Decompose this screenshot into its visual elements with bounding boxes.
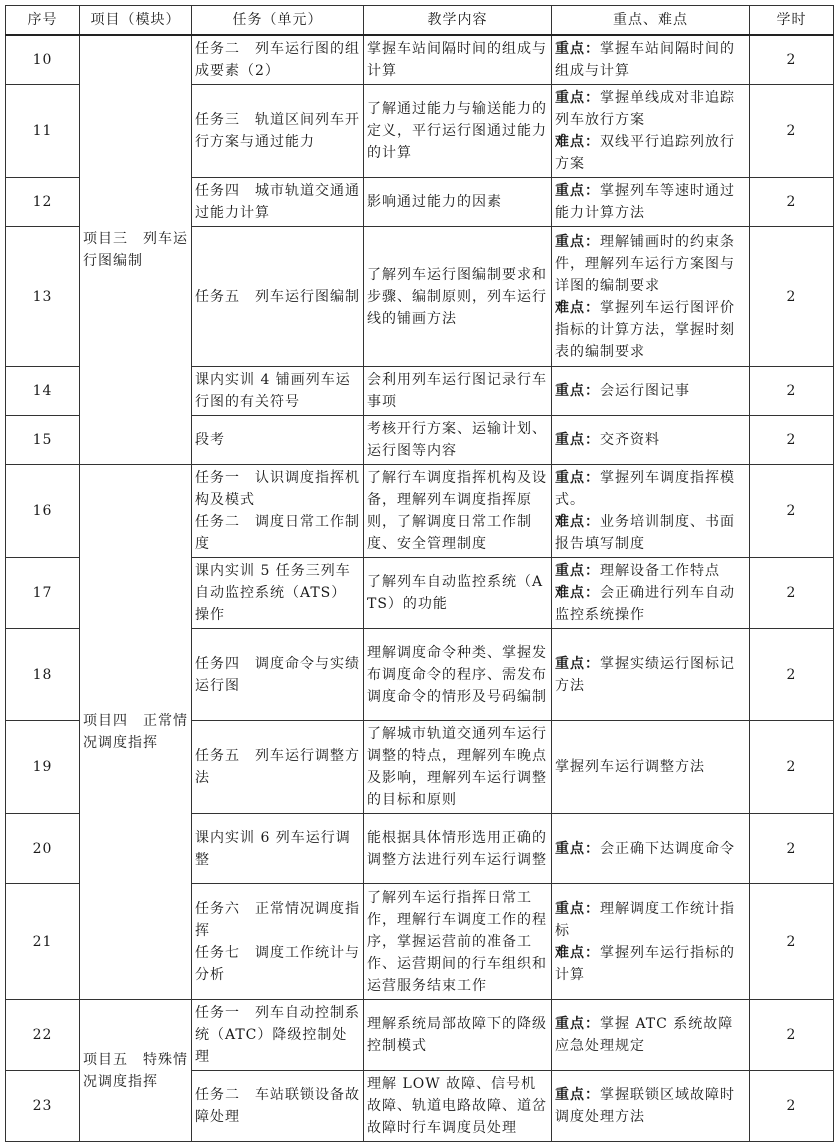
project-cell: 项目三 列车运行图编制 (80, 35, 192, 465)
task-line: 任务六 正常情况调度指挥 (195, 900, 360, 939)
col-header-hours: 学时 (750, 6, 834, 36)
key-points-cell (552, 629, 750, 721)
content-cell: 能根据具体情形选用正确的调整方法进行列车运行调整 (364, 814, 552, 884)
key-text: 掌握实绩运行图标记方法 (555, 655, 735, 694)
content-cell: 了解列车运行图编制要求和步骤、编制原则，列车运行线的铺画方法 (364, 227, 552, 367)
hours-cell: 2 (750, 227, 834, 367)
content-cell: 理解系统局部故障下的降级控制模式 (364, 1000, 552, 1071)
key-text: 交齐资料 (600, 432, 660, 448)
difficulty-text: 业务培训制度、书面报告填写制度 (555, 514, 735, 552)
key-text: 掌握 ATC 系统故障应急处理规定 (555, 1016, 734, 1054)
key-points-cell (552, 884, 750, 1000)
hours-cell: 2 (750, 85, 834, 178)
content-cell: 考核开行方案、运输计划、运行图等内容 (364, 416, 552, 465)
key-text: 理解设备工作特点 (600, 563, 720, 579)
hours-cell: 2 (750, 416, 834, 465)
course-schedule-table (5, 5, 834, 1142)
key-label: 重点： (555, 563, 600, 579)
task-cell: 课内实训 4 铺画列车运行图的有关符号 (192, 367, 364, 416)
key-points-cell (552, 227, 750, 367)
hours-cell: 2 (750, 1000, 834, 1071)
row-number: 10 (6, 35, 80, 85)
project-cell: 项目五 特殊情况调度指挥 (80, 1000, 192, 1142)
key-points-cell (552, 416, 750, 465)
task-cell: 任务五 列车运行调整方法 (192, 721, 364, 814)
key-label: 重点： (555, 41, 600, 57)
difficulty-label: 难点： (555, 944, 600, 961)
key-points-cell (552, 85, 750, 178)
task-cell: 段考 (192, 416, 364, 465)
key-label: 重点： (555, 233, 600, 250)
task-cell: 任务二 车站联锁设备故障处理 (192, 1071, 364, 1142)
task-cell: 任务一 列车自动控制系统（ATC）降级控制处理 (192, 1000, 364, 1071)
hours-cell: 2 (750, 465, 834, 558)
difficulty-label: 难点： (555, 585, 600, 601)
key-text: 掌握联锁区域故障时调度处理方法 (555, 1087, 735, 1125)
key-text: 掌握车站间隔时间的组成与计算 (555, 41, 735, 79)
row-number: 21 (6, 884, 80, 1000)
key-text: 掌握单线成对非追踪列车放行方案 (555, 90, 735, 128)
task-cell: 任务三 轨道区间列车开行方案与通过能力 (192, 85, 364, 178)
difficulty-label: 难点： (555, 514, 600, 530)
col-header-task: 任务（单元） (192, 6, 364, 36)
key-text: 掌握列车等速时通过能力计算方法 (555, 183, 735, 221)
key-points-cell (552, 367, 750, 416)
task-cell: 任务四 城市轨道交通通过能力计算 (192, 178, 364, 227)
key-text: 理解铺画时的约束条件，理解列车运行方案图与详图的编制要求 (555, 233, 735, 294)
task-cell (192, 884, 364, 1000)
key-label: 重点： (555, 90, 600, 106)
key-points-cell (552, 1071, 750, 1142)
task-line: 任务七 调度工作统计与分析 (195, 944, 360, 983)
hours-cell: 2 (750, 178, 834, 227)
task-line: 任务一 认识调度指挥机构及模式 (195, 470, 360, 508)
key-points-cell (552, 1000, 750, 1071)
difficulty-text: 双线平行追踪列放行方案 (555, 134, 735, 172)
content-cell: 理解调度命令种类、掌握发布调度命令的程序、需发布调度命令的情形及号码编制 (364, 629, 552, 721)
row-number: 14 (6, 367, 80, 416)
content-cell: 了解列车自动监控系统（ATS）的功能 (364, 558, 552, 629)
difficulty-text: 掌握列车运行指标的计算 (555, 944, 735, 983)
row-number: 15 (6, 416, 80, 465)
key-label: 重点： (555, 470, 600, 486)
key-label: 重点： (555, 383, 600, 399)
key-label: 重点： (555, 655, 600, 672)
row-number: 18 (6, 629, 80, 721)
key-text: 掌握列车运行调整方法 (555, 759, 705, 775)
key-points-cell (552, 465, 750, 558)
key-text: 理解调度工作统计指标 (555, 900, 735, 939)
hours-cell: 2 (750, 558, 834, 629)
task-cell: 任务四 调度命令与实绩运行图 (192, 629, 364, 721)
key-points-cell (552, 558, 750, 629)
hours-cell: 2 (750, 629, 834, 721)
difficulty-text: 掌握列车运行图评价指标的计算方法，掌握时刻表的编制要求 (555, 299, 735, 360)
row-number: 23 (6, 1071, 80, 1142)
hours-cell: 2 (750, 814, 834, 884)
content-cell: 影响通过能力的因素 (364, 178, 552, 227)
task-cell: 课内实训 5 任务三列车自动监控系统（ATS）操作 (192, 558, 364, 629)
key-points-cell (552, 814, 750, 884)
row-number: 17 (6, 558, 80, 629)
content-cell: 掌握车站间隔时间的组成与计算 (364, 35, 552, 85)
task-cell (192, 465, 364, 558)
key-points-cell (552, 721, 750, 814)
row-number: 11 (6, 85, 80, 178)
key-points-cell (552, 35, 750, 85)
difficulty-label: 难点： (555, 134, 600, 150)
row-number: 13 (6, 227, 80, 367)
key-label: 重点： (555, 1087, 600, 1103)
table-row (6, 35, 834, 85)
hours-cell: 2 (750, 1071, 834, 1142)
row-number: 19 (6, 721, 80, 814)
table-row (6, 465, 834, 558)
row-number: 16 (6, 465, 80, 558)
header-row (6, 6, 834, 36)
key-text: 会运行图记事 (600, 383, 690, 399)
key-points-cell (552, 178, 750, 227)
task-cell: 任务二 列车运行图的组成要素（2） (192, 35, 364, 85)
row-number: 12 (6, 178, 80, 227)
difficulty-text: 会正确进行列车自动监控系统操作 (555, 585, 735, 623)
key-label: 重点： (555, 1016, 600, 1032)
row-number: 22 (6, 1000, 80, 1071)
hours-cell: 2 (750, 367, 834, 416)
col-header-content: 教学内容 (364, 6, 552, 36)
hours-cell: 2 (750, 35, 834, 85)
col-header-key: 重点、难点 (552, 6, 750, 36)
key-label: 重点： (555, 432, 600, 448)
task-line: 任务二 调度日常工作制度 (195, 514, 360, 552)
content-cell: 了解行车调度指挥机构及设备，理解列车调度指挥原则，了解调度日常工作制度、安全管理制度 (364, 465, 552, 558)
content-cell: 理解 LOW 故障、信号机故障、轨道电路故障、道岔故障时行车调度员处理 (364, 1071, 552, 1142)
key-label: 重点： (555, 183, 600, 199)
col-header-seq: 序号 (6, 6, 80, 36)
content-cell: 了解列车运行指挥日常工作，理解行车调度工作的程序，掌握运营前的准备工作、运营期间的行车组织和运营服务结束工作 (364, 884, 552, 1000)
key-label: 重点： (555, 840, 600, 857)
task-cell: 课内实训 6 列车运行调整 (192, 814, 364, 884)
table-row (6, 1000, 834, 1071)
key-text: 会正确下达调度命令 (600, 840, 735, 857)
col-header-project: 项目（模块） (80, 6, 192, 36)
hours-cell: 2 (750, 721, 834, 814)
row-number: 20 (6, 814, 80, 884)
content-cell: 了解城市轨道交通列车运行调整的特点，理解列车晚点及影响，理解列车运行调整的目标和原则 (364, 721, 552, 814)
key-text: 掌握列车调度指挥模式。 (555, 470, 735, 508)
content-cell: 了解通过能力与输送能力的定义，平行运行图通过能力的计算 (364, 85, 552, 178)
key-label: 重点： (555, 900, 600, 917)
task-cell: 任务五 列车运行图编制 (192, 227, 364, 367)
hours-cell: 2 (750, 884, 834, 1000)
project-cell: 项目四 正常情况调度指挥 (80, 465, 192, 1000)
difficulty-label: 难点： (555, 299, 600, 316)
content-cell: 会利用列车运行图记录行车事项 (364, 367, 552, 416)
